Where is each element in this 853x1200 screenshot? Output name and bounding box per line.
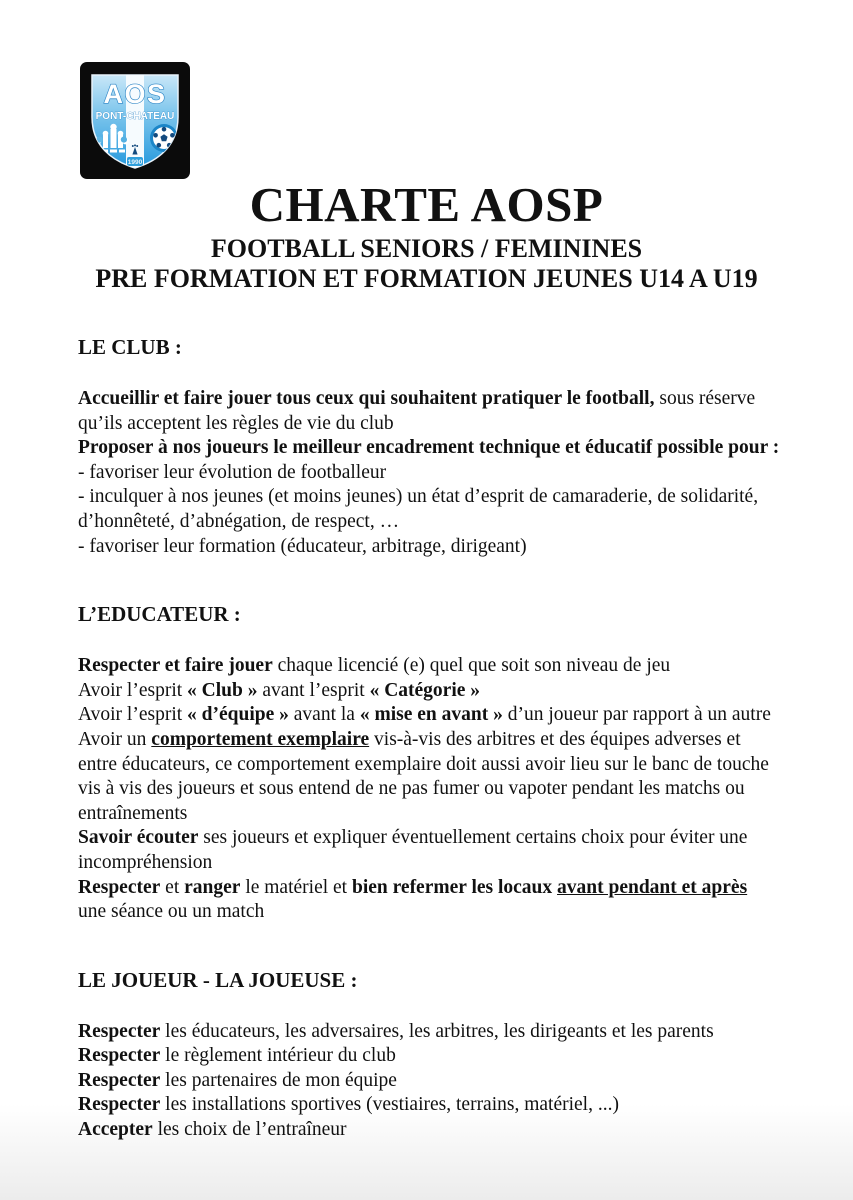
text-run: sous réserve qu’ils acceptent les règles de vie du club — [78, 388, 756, 434]
text-run: « d’équipe » — [187, 704, 289, 726]
text-run: Respecter — [78, 1020, 161, 1042]
text-run: chaque licencié (e) quel que soit son niveau de jeu — [272, 655, 671, 677]
document-section — [78, 334, 780, 559]
paragraph — [78, 535, 780, 560]
text-run: Accueillir et faire jouer tous ceux qui souhaitent pratiquer le football, — [78, 388, 655, 409]
paragraph — [78, 1069, 780, 1094]
document-sections — [78, 334, 780, 1143]
text-run: « mise en avant » — [359, 704, 503, 726]
document-section — [78, 601, 780, 925]
text-run: « Catégorie » — [369, 679, 481, 701]
text-run: et — [160, 876, 185, 898]
section-heading: LE JOUEUR - LA JOUEUSE : — [78, 967, 358, 992]
document-section — [78, 967, 780, 1143]
text-run: Avoir l’esprit — [78, 679, 188, 701]
paragraph — [78, 1020, 780, 1045]
document-subtitle-1: FOOTBALL SENIORS / FEMININES — [210, 234, 643, 263]
document-title: CHARTE AOSP — [249, 177, 604, 232]
text-run: Respecter et faire jouer — [78, 655, 273, 677]
paragraph — [78, 728, 780, 826]
text-run: le règlement intérieur du club — [160, 1045, 396, 1067]
paragraph — [78, 485, 780, 534]
text-run: Avoir l’esprit — [78, 704, 188, 726]
section-heading: L’EDUCATEUR : — [78, 602, 241, 627]
paragraph — [78, 436, 780, 461]
section-heading: LE CLUB : — [78, 335, 182, 359]
text-run: Respecter — [78, 1094, 161, 1116]
text-run: les partenaires de mon équipe — [160, 1069, 397, 1091]
text-run: avant l’esprit — [257, 679, 370, 701]
text-run: le matériel et — [240, 876, 352, 898]
text-run: - favoriser leur évolution de footballeur — [78, 461, 387, 483]
paragraph — [78, 654, 780, 679]
paragraph — [78, 1044, 780, 1069]
paragraph — [78, 461, 780, 486]
paragraph — [78, 679, 780, 704]
text-run: - favoriser leur formation (éducateur, arbitrage, dirigeant) — [78, 535, 527, 557]
text-run: vis-à-vis des arbitres et des équipes adverses et entre éducateurs, ce comportement exemplaire doit aussi avoir lieu sur le banc de touche vis à vis des joueurs et sous entend de ne pas fumer ou vapoter pendant les matchs ou entraînements — [78, 728, 769, 824]
text-run: Respecter — [78, 1045, 161, 1067]
paragraph — [78, 703, 780, 728]
text-run: comportement exemplaire — [151, 728, 370, 750]
text-run: d’un joueur par rapport à un autre — [502, 704, 771, 726]
text-run: avant la — [288, 704, 360, 726]
logo-founding-year: 1990 — [127, 159, 143, 166]
text-run: Proposer à nos joueurs le meilleur encadrement technique et éducatif possible pour : — [78, 437, 780, 459]
paragraph — [78, 1093, 780, 1118]
text-run: Respecter — [78, 876, 161, 898]
text-run: ranger — [184, 876, 241, 898]
text-run: les installations sportives (vestiaires, terrains, matériel, ...) — [160, 1094, 619, 1116]
text-run: avant pendant et après — [557, 876, 748, 898]
paragraph — [78, 387, 780, 436]
paragraph — [78, 826, 780, 875]
text-run: Respecter — [78, 1069, 161, 1091]
text-run: une séance ou un match — [78, 901, 265, 923]
text-run: les éducateurs, les adversaires, les arbitres, les dirigeants et les parents — [160, 1020, 714, 1042]
text-run: bien refermer les locaux — [351, 876, 558, 898]
text-run: « Club » — [187, 679, 258, 701]
text-run: Avoir un — [78, 728, 152, 750]
logo-town-banner: PONT-CHATEAU — [95, 111, 175, 122]
text-run: - inculquer à nos jeunes (et moins jeunes) un état d’esprit de camaraderie, de solidarité, d’honnêteté, d’abnégation, de respect, … — [78, 486, 759, 532]
text-run: les choix de l’entraîneur — [152, 1119, 347, 1141]
text-run: Accepter — [78, 1119, 153, 1141]
logo-club-initials: AOS — [103, 79, 167, 109]
paragraph — [78, 876, 780, 925]
text-run: ses joueurs et expliquer éventuellement certains choix pour éviter une incompréhension — [78, 827, 748, 873]
club-logo — [80, 62, 190, 179]
paragraph — [78, 1118, 780, 1143]
text-run: Savoir écouter — [78, 827, 199, 849]
document-subtitle-2: PRE FORMATION ET FORMATION JEUNES U14 A U19 — [95, 264, 758, 293]
